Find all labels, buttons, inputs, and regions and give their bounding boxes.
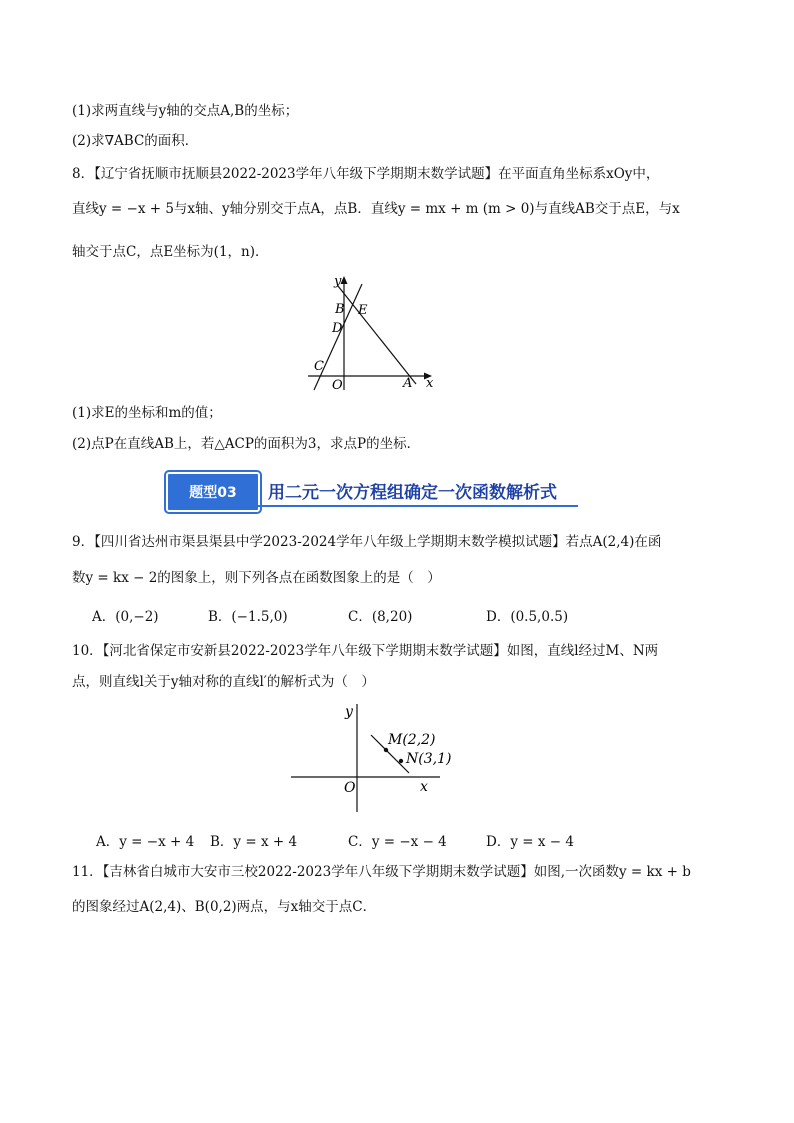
q10-label-m: M(2,2) [388,732,436,748]
q10-label-o: O [344,780,356,796]
section-underline [258,505,578,507]
q8-label-d: D [332,321,343,336]
q8-line-ab [338,286,416,384]
q10-stem-line2: 点，则直线l关于y轴对称的直线l′的解析式为（ ） [72,674,375,690]
section-title: 用二元一次方程组确定一次函数解析式 [268,483,557,503]
q10-point-m [384,748,388,752]
q8-stem-line2: 直线y = −x + 5与x轴、y轴分别交于点A，点B．直线y = mx + m (m > 0)与直线AB交于点E，与x [72,201,680,217]
q8-stem-line1: 8．【辽宁省抚顺市抚顺县2022-2023学年八年级下学期期末数学试题】在平面直角坐标系xOy中， [72,166,660,182]
q8-label-a: A [403,376,413,391]
q8-label-y: y [334,274,342,289]
q8-line-ce [314,284,362,390]
q10-label-x: x [420,779,428,795]
q8-label-o: O [332,378,343,393]
q8-label-x: x [426,376,434,391]
q11-stem-line1: 11．【吉林省白城市大安市三校2022-2023学年八年级下学期期末数学试题】如图,一次函数y = kx + b [72,864,691,880]
q8-part2: (2)点P在直线AB上，若△ACP的面积为3，求点P的坐标． [72,436,421,452]
q10-label-n: N(3,1) [406,751,452,767]
q9-option-d: D．(0.5,0.5) [486,609,569,625]
q8-part1: (1)求E的坐标和m的值； [72,405,222,421]
q9-option-c: C．(8,20) [348,609,413,625]
q10-option-a: A．y = −x + 4 [96,834,195,850]
q11-stem-line2: 的图象经过A(2,4)、B(0,2)两点，与x轴交于点C． [72,899,377,915]
q10-option-c: C．y = −x − 4 [348,834,447,850]
q10-label-y: y [345,704,353,720]
q9-stem-line1: 9．【四川省达州市渠县渠县中学2023-2024学年八年级上学期期末数学模拟试题】若点A(2,4)在函 [72,534,662,550]
q10-point-n [399,759,403,763]
q9-stem-line2: 数y = kx − 2的图象上，则下列各点在函数图象上的是（ ） [72,570,441,586]
q10-option-d: D．y = x − 4 [486,834,574,850]
section-banner [166,472,596,510]
q8-label-c: C [314,359,324,374]
q9-option-a: A．(0,−2) [92,609,159,625]
q8-y-arrow [341,276,348,284]
q8-figure [300,270,450,395]
section-badge: 题型03 [166,472,260,512]
q10-option-b: B．y = x + 4 [210,834,298,850]
q8-label-b: B [335,302,345,317]
q7-part2: (2)求∇ABC的面积． [72,133,199,149]
q9-option-b: B．(−1.5,0) [208,609,288,625]
q8-stem-line3: 轴交于点C，点E坐标为(1，n)． [72,244,269,260]
q10-stem-line1: 10．【河北省保定市安新县2022-2023学年八年级下学期期末数学试题】如图，直线l经过M、N两 [72,643,659,659]
q8-label-e: E [358,303,368,318]
q7-part1: (1)求两直线与y轴的交点A,B的坐标； [72,103,299,119]
q10-figure [285,700,455,815]
